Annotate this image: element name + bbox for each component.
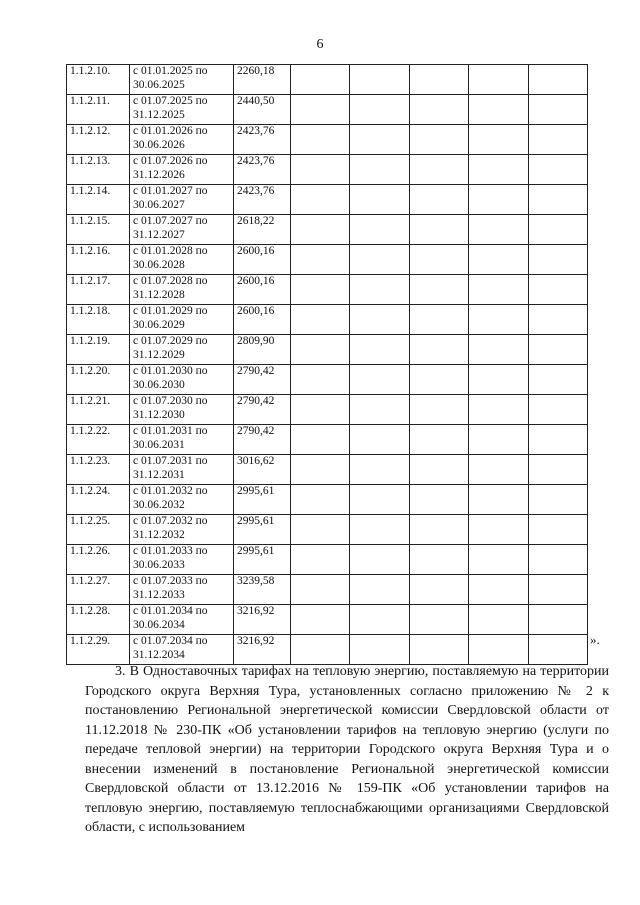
period-to: 31.12.2025 bbox=[133, 108, 185, 121]
empty-cell bbox=[350, 395, 409, 425]
empty-cell bbox=[469, 365, 528, 395]
period-cell bbox=[130, 335, 234, 365]
row-number-cell: 1.1.2.21. bbox=[67, 395, 130, 425]
period-to: 31.12.2030 bbox=[133, 408, 185, 421]
empty-cell bbox=[291, 365, 350, 395]
period-from: с 01.07.2030 по bbox=[133, 395, 208, 407]
tariff-value-cell: 3216,92 bbox=[234, 605, 291, 635]
empty-cell bbox=[291, 215, 350, 245]
empty-cell bbox=[409, 635, 468, 665]
row-number-cell: 1.1.2.27. bbox=[67, 575, 130, 605]
empty-cell bbox=[350, 305, 409, 335]
row-number-cell: 1.1.2.17. bbox=[67, 275, 130, 305]
table-row bbox=[67, 65, 588, 95]
period-cell bbox=[130, 65, 234, 95]
period-from: с 01.01.2028 по bbox=[133, 245, 208, 257]
period-to: 30.06.2031 bbox=[133, 438, 185, 451]
empty-cell bbox=[469, 155, 528, 185]
period-to: 30.06.2028 bbox=[133, 258, 185, 271]
empty-cell bbox=[350, 635, 409, 665]
tariff-value-cell: 2600,16 bbox=[234, 275, 291, 305]
table-row bbox=[67, 575, 588, 605]
empty-cell bbox=[350, 65, 409, 95]
period-from: с 01.01.2025 по bbox=[133, 65, 208, 77]
tariff-value-cell: 2809,90 bbox=[234, 335, 291, 365]
table-row bbox=[67, 545, 588, 575]
empty-cell bbox=[469, 395, 528, 425]
empty-cell bbox=[350, 425, 409, 455]
empty-cell bbox=[291, 635, 350, 665]
empty-cell bbox=[528, 365, 587, 395]
row-number-cell: 1.1.2.19. bbox=[67, 335, 130, 365]
period-to: 30.06.2033 bbox=[133, 558, 185, 571]
row-number-cell: 1.1.2.12. bbox=[67, 125, 130, 155]
empty-cell bbox=[350, 515, 409, 545]
empty-cell bbox=[350, 335, 409, 365]
empty-cell bbox=[291, 245, 350, 275]
table-row bbox=[67, 515, 588, 545]
table-row bbox=[67, 335, 588, 365]
empty-cell bbox=[291, 95, 350, 125]
tariff-value-cell: 2618,22 bbox=[234, 215, 291, 245]
period-cell bbox=[130, 635, 234, 665]
empty-cell bbox=[409, 65, 468, 95]
period-cell bbox=[130, 215, 234, 245]
empty-cell bbox=[469, 605, 528, 635]
empty-cell bbox=[528, 545, 587, 575]
period-from: с 01.07.2032 по bbox=[133, 515, 208, 527]
empty-cell bbox=[409, 125, 468, 155]
empty-cell bbox=[528, 485, 587, 515]
period-cell bbox=[130, 125, 234, 155]
empty-cell bbox=[291, 185, 350, 215]
period-from: с 01.01.2030 по bbox=[133, 365, 208, 377]
period-cell bbox=[130, 425, 234, 455]
table-row bbox=[67, 485, 588, 515]
period-from: с 01.01.2032 по bbox=[133, 485, 208, 497]
row-number-cell: 1.1.2.18. bbox=[67, 305, 130, 335]
empty-cell bbox=[528, 335, 587, 365]
closing-quote-mark: ». bbox=[590, 632, 600, 647]
tariff-value-cell: 2260,18 bbox=[234, 65, 291, 95]
empty-cell bbox=[469, 125, 528, 155]
table-row bbox=[67, 635, 588, 665]
row-number-cell: 1.1.2.14. bbox=[67, 185, 130, 215]
empty-cell bbox=[291, 395, 350, 425]
empty-cell bbox=[291, 335, 350, 365]
period-cell bbox=[130, 155, 234, 185]
table-row bbox=[67, 215, 588, 245]
tariff-value-cell: 2790,42 bbox=[234, 425, 291, 455]
period-cell bbox=[130, 275, 234, 305]
empty-cell bbox=[350, 605, 409, 635]
empty-cell bbox=[528, 185, 587, 215]
period-cell bbox=[130, 545, 234, 575]
empty-cell bbox=[409, 545, 468, 575]
empty-cell bbox=[528, 215, 587, 245]
empty-cell bbox=[409, 605, 468, 635]
tariff-value-cell: 2423,76 bbox=[234, 185, 291, 215]
period-to: 31.12.2029 bbox=[133, 348, 185, 361]
empty-cell bbox=[291, 605, 350, 635]
period-from: с 01.01.2029 по bbox=[133, 305, 208, 317]
empty-cell bbox=[528, 575, 587, 605]
period-to: 30.06.2029 bbox=[133, 318, 185, 331]
amendment-paragraph: 3. В Одноставочных тарифах на тепловую энергию, поставляемую на территории Городского округа Верхняя Тура, установленных согласно приложению № 2 к постановлению Региональной энергетической комиссии Свердловской области от 11.12.2018 № 230-ПК «Об установлении тарифов на тепловую энергию (услуги по передаче тепловой энергии) на территории Городского округа Верхняя Тура и о внесении изменений в постановление Региональной энергетической комиссии Свердловской области от 13.12.2016 № 159-ПК «Об установлении тарифов на тепловую энергию, поставляемую теплоснабжающими организациями Свердловской области, с использованием bbox=[85, 664, 609, 835]
empty-cell bbox=[528, 455, 587, 485]
empty-cell bbox=[350, 575, 409, 605]
period-from: с 01.01.2034 по bbox=[133, 605, 208, 617]
empty-cell bbox=[528, 395, 587, 425]
empty-cell bbox=[528, 635, 587, 665]
empty-cell bbox=[409, 245, 468, 275]
period-to: 31.12.2027 bbox=[133, 228, 185, 241]
empty-cell bbox=[469, 215, 528, 245]
empty-cell bbox=[291, 125, 350, 155]
empty-cell bbox=[528, 515, 587, 545]
tariff-table bbox=[66, 64, 588, 665]
tariff-value-cell: 2423,76 bbox=[234, 125, 291, 155]
empty-cell bbox=[469, 185, 528, 215]
row-number-cell: 1.1.2.10. bbox=[67, 65, 130, 95]
period-cell bbox=[130, 485, 234, 515]
empty-cell bbox=[409, 575, 468, 605]
period-from: с 01.07.2029 по bbox=[133, 335, 208, 347]
empty-cell bbox=[409, 305, 468, 335]
table-row bbox=[67, 305, 588, 335]
empty-cell bbox=[291, 305, 350, 335]
empty-cell bbox=[528, 425, 587, 455]
table-row bbox=[67, 455, 588, 485]
empty-cell bbox=[350, 545, 409, 575]
empty-cell bbox=[528, 125, 587, 155]
period-cell bbox=[130, 365, 234, 395]
period-cell bbox=[130, 605, 234, 635]
empty-cell bbox=[409, 215, 468, 245]
empty-cell bbox=[469, 575, 528, 605]
empty-cell bbox=[409, 335, 468, 365]
period-from: с 01.01.2026 по bbox=[133, 125, 208, 137]
empty-cell bbox=[350, 125, 409, 155]
row-number-cell: 1.1.2.13. bbox=[67, 155, 130, 185]
empty-cell bbox=[350, 455, 409, 485]
table-row bbox=[67, 605, 588, 635]
row-number-cell: 1.1.2.29. bbox=[67, 635, 130, 665]
empty-cell bbox=[469, 305, 528, 335]
tariff-value-cell: 2423,76 bbox=[234, 155, 291, 185]
empty-cell bbox=[409, 455, 468, 485]
empty-cell bbox=[469, 335, 528, 365]
empty-cell bbox=[528, 95, 587, 125]
period-from: с 01.07.2034 по bbox=[133, 635, 208, 647]
row-number-cell: 1.1.2.22. bbox=[67, 425, 130, 455]
empty-cell bbox=[409, 395, 468, 425]
empty-cell bbox=[528, 275, 587, 305]
empty-cell bbox=[469, 245, 528, 275]
empty-cell bbox=[409, 515, 468, 545]
empty-cell bbox=[350, 155, 409, 185]
empty-cell bbox=[409, 365, 468, 395]
period-to: 31.12.2033 bbox=[133, 588, 185, 601]
period-cell bbox=[130, 395, 234, 425]
empty-cell bbox=[409, 185, 468, 215]
empty-cell bbox=[291, 425, 350, 455]
empty-cell bbox=[291, 485, 350, 515]
empty-cell bbox=[291, 155, 350, 185]
empty-cell bbox=[409, 485, 468, 515]
table-row bbox=[67, 395, 588, 425]
empty-cell bbox=[528, 245, 587, 275]
table-row bbox=[67, 425, 588, 455]
empty-cell bbox=[350, 485, 409, 515]
period-cell bbox=[130, 95, 234, 125]
empty-cell bbox=[469, 275, 528, 305]
tariff-value-cell: 2600,16 bbox=[234, 245, 291, 275]
tariff-value-cell: 2995,61 bbox=[234, 485, 291, 515]
tariff-value-cell: 3239,58 bbox=[234, 575, 291, 605]
period-from: с 01.07.2033 по bbox=[133, 575, 208, 587]
row-number-cell: 1.1.2.15. bbox=[67, 215, 130, 245]
table-row bbox=[67, 95, 588, 125]
empty-cell bbox=[350, 185, 409, 215]
empty-cell bbox=[469, 455, 528, 485]
row-number-cell: 1.1.2.11. bbox=[67, 95, 130, 125]
period-to: 31.12.2026 bbox=[133, 168, 185, 181]
table-row bbox=[67, 125, 588, 155]
period-to: 30.06.2027 bbox=[133, 198, 185, 211]
period-from: с 01.07.2027 по bbox=[133, 215, 208, 227]
empty-cell bbox=[350, 215, 409, 245]
table-row bbox=[67, 245, 588, 275]
empty-cell bbox=[350, 95, 409, 125]
period-to: 30.06.2030 bbox=[133, 378, 185, 391]
table-row bbox=[67, 155, 588, 185]
tariff-table-body bbox=[67, 65, 588, 665]
tariff-value-cell: 2995,61 bbox=[234, 515, 291, 545]
empty-cell bbox=[291, 575, 350, 605]
tariff-value-cell: 2790,42 bbox=[234, 365, 291, 395]
period-to: 31.12.2032 bbox=[133, 528, 185, 541]
period-from: с 01.01.2033 по bbox=[133, 545, 208, 557]
period-to: 31.12.2031 bbox=[133, 468, 185, 481]
empty-cell bbox=[291, 65, 350, 95]
tariff-value-cell: 2440,50 bbox=[234, 95, 291, 125]
empty-cell bbox=[291, 515, 350, 545]
row-number-cell: 1.1.2.24. bbox=[67, 485, 130, 515]
tariff-value-cell: 2600,16 bbox=[234, 305, 291, 335]
empty-cell bbox=[469, 485, 528, 515]
empty-cell bbox=[409, 155, 468, 185]
empty-cell bbox=[528, 155, 587, 185]
period-to: 31.12.2028 bbox=[133, 288, 185, 301]
empty-cell bbox=[528, 305, 587, 335]
period-from: с 01.07.2026 по bbox=[133, 155, 208, 167]
period-from: с 01.07.2025 по bbox=[133, 95, 208, 107]
row-number-cell: 1.1.2.26. bbox=[67, 545, 130, 575]
period-cell bbox=[130, 245, 234, 275]
empty-cell bbox=[469, 65, 528, 95]
period-to: 30.06.2034 bbox=[133, 618, 185, 631]
empty-cell bbox=[409, 275, 468, 305]
table-row bbox=[67, 185, 588, 215]
period-from: с 01.01.2027 по bbox=[133, 185, 208, 197]
empty-cell bbox=[469, 635, 528, 665]
period-to: 30.06.2025 bbox=[133, 78, 185, 91]
tariff-value-cell: 3216,92 bbox=[234, 635, 291, 665]
empty-cell bbox=[469, 545, 528, 575]
period-from: с 01.07.2031 по bbox=[133, 455, 208, 467]
empty-cell bbox=[291, 455, 350, 485]
period-to: 30.06.2026 bbox=[133, 138, 185, 151]
empty-cell bbox=[469, 515, 528, 545]
row-number-cell: 1.1.2.25. bbox=[67, 515, 130, 545]
tariff-value-cell: 2995,61 bbox=[234, 545, 291, 575]
empty-cell bbox=[528, 65, 587, 95]
empty-cell bbox=[469, 425, 528, 455]
empty-cell bbox=[409, 425, 468, 455]
empty-cell bbox=[291, 545, 350, 575]
empty-cell bbox=[291, 275, 350, 305]
period-from: с 01.01.2031 по bbox=[133, 425, 208, 437]
empty-cell bbox=[528, 605, 587, 635]
period-to: 30.06.2032 bbox=[133, 498, 185, 511]
period-cell bbox=[130, 575, 234, 605]
table-row bbox=[67, 365, 588, 395]
row-number-cell: 1.1.2.23. bbox=[67, 455, 130, 485]
empty-cell bbox=[350, 365, 409, 395]
row-number-cell: 1.1.2.16. bbox=[67, 245, 130, 275]
period-to: 31.12.2034 bbox=[133, 648, 185, 661]
period-cell bbox=[130, 185, 234, 215]
empty-cell bbox=[469, 95, 528, 125]
period-cell bbox=[130, 515, 234, 545]
page-number: 6 bbox=[316, 37, 324, 52]
tariff-value-cell: 2790,42 bbox=[234, 395, 291, 425]
period-cell bbox=[130, 455, 234, 485]
row-number-cell: 1.1.2.20. bbox=[67, 365, 130, 395]
tariff-value-cell: 3016,62 bbox=[234, 455, 291, 485]
period-from: с 01.07.2028 по bbox=[133, 275, 208, 287]
row-number-cell: 1.1.2.28. bbox=[67, 605, 130, 635]
table-row bbox=[67, 275, 588, 305]
empty-cell bbox=[350, 275, 409, 305]
period-cell bbox=[130, 305, 234, 335]
empty-cell bbox=[409, 95, 468, 125]
empty-cell bbox=[350, 245, 409, 275]
